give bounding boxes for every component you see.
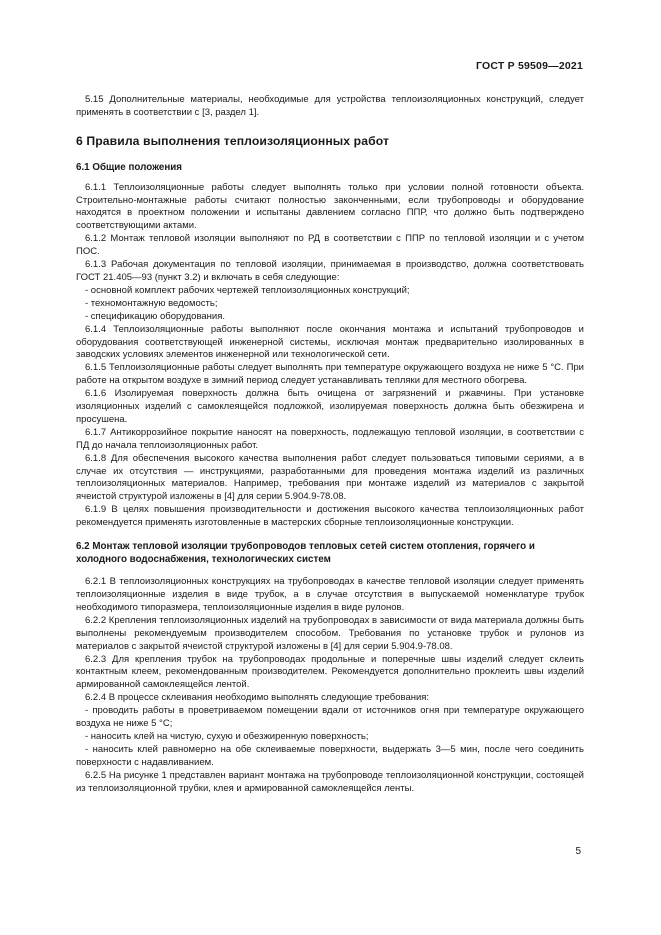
paragraph-6-2-5: 6.2.5 На рисунке 1 представлен вариант монтажа на трубопроводе теплоизоляционной конструкции, состоящей из теплоизоляционной трубки, клея и армированной самоклеящейся ленты. [76, 769, 584, 794]
section-6-title: 6 Правила выполнения теплоизоляционных работ [76, 133, 390, 148]
paragraph-6-1-7: 6.1.7 Антикоррозийное покрытие наносят на поверхность, подлежащую тепловой изоляции, в соответствии с ПД до начала теплоизоляционных работ. [76, 426, 584, 451]
page-number: 5 [575, 846, 581, 857]
list-item: - наносить клей равномерно на обе склеиваемые поверхности, выдержать 3—5 мин, после чего соединить поверхности с надавливанием. [76, 743, 584, 768]
paragraph-6-2-2: 6.2.2 Крепления теплоизоляционных изделий на трубопроводах в зависимости от вида материала должны быть выполнены рекомендуемым производителем способом. Требования по установке трубок и рулонов из материалов с закрытой ячеистой структурой изложены в [4] для серии 5.904.9-78.08. [76, 614, 584, 652]
paragraph-6-1-4: 6.1.4 Теплоизоляционные работы выполняют после окончания монтажа и испытаний трубопроводов и оборудования соответствующей инженерной системы, исключая монтаж предварительно изолированных в заводских условиях элементов инженерной или технологической сети. [76, 323, 584, 361]
paragraph-6-1-5: 6.1.5 Теплоизоляционные работы следует выполнять при температуре окружающего воздуха не ниже 5 °C. При работе на открытом воздухе в зимний период следует устанавливать тепляки для местного обогрева. [76, 362, 584, 387]
document-code-header: ГОСТ Р 59509—2021 [475, 60, 583, 72]
paragraph-6-2-3: 6.2.3 Для крепления трубок на трубопроводах продольные и поперечные швы изделий следует склеить контактным клеем, рекомендованным производителем. Рекомендуется дополнительно проклеить швы изделий армированной самоклеящейся лентой. [76, 653, 584, 691]
list-item: - техномонтажную ведомость; [85, 297, 218, 309]
paragraph-5-15: 5.15 Дополнительные материалы, необходимые для устройства теплоизоляционных конструкций, следует применять в соответствии с [3, раздел 1]. [76, 94, 584, 118]
list-item: - наносить клей на чистую, сухую и обезжиренную поверхность; [85, 730, 369, 742]
paragraph-6-1-6: 6.1.6 Изолируемая поверхность должна быть очищена от загрязнений и ржавчины. При установке изоляционных изделий с самоклеящейся подложкой, изолируемая поверхность должна быть обезжирена и просушена. [76, 388, 584, 425]
document-body [76, 94, 584, 796]
paragraph-6-1-1: 6.1.1 Теплоизоляционные работы следует выполнять только при условии полной готовности объекта. Строительно-монтажные работы считают полностью законченными, если трубопроводы и оборудование находятся в проектном положении и испытаны давлением согласно ППР, что должно быть подтверждено соответствующими актами. [76, 181, 584, 232]
paragraph-6-1-9: 6.1.9 В целях повышения производительности и достижения высокого качества теплоизоляционных работ рекомендуется применять изготовленные в мастерских сборные теплоизоляционные конструкции. [76, 504, 584, 529]
paragraph-6-2-4: 6.2.4 В процессе склеивания необходимо выполнять следующие требования: [85, 692, 430, 704]
paragraph-6-2-1: 6.2.1 В теплоизоляционных конструкциях на трубопроводах в качестве тепловой изоляции следует применять теплоизоляционные изделия в виде трубок, а в случае отсутствия в выпускаемой номенклатуре трубок необходимого типоразмера, теплоизоляционные изделия в виде рулонов. [76, 576, 584, 613]
paragraph-6-1-2: 6.1.2 Монтаж тепловой изоляции выполняют по РД в соответствии с ППР по тепловой изоляции и с учетом ПОС. [76, 233, 584, 258]
subsection-6-2-title: 6.2 Монтаж тепловой изоляции трубопроводов тепловых сетей систем отопления, горячего и холодного водоснабжения, технологических систем [76, 541, 535, 566]
list-item: - основной комплект рабочих чертежей теплоизоляционных конструкций; [85, 284, 410, 296]
list-item: - проводить работы в проветриваемом помещении вдали от источников огня при температуре окружающего воздуха не ниже 5 °C; [76, 705, 584, 730]
paragraph-6-1-8: 6.1.8 Для обеспечения высокого качества выполнения работ следует пользоваться типовыми сериями, а в случае их отсутствия — инструкциями, разработанными для проведения монтажа изделий из различных теплоизоляционных материалов. Например, требования при монтаже изделий из материалов с закрытой ячеистой структурой изложены в [4] для серии 5.904.9-78.08. [76, 452, 584, 503]
subsection-6-1-title: 6.1 Общие положения [76, 161, 183, 173]
list-item: - спецификацию оборудования. [85, 310, 226, 322]
paragraph-6-1-3: 6.1.3 Рабочая документация по тепловой изоляции, принимаемая в производство, должна соответствовать ГОСТ 21.405—93 (пункт 3.2) и включать в себя следующие: [76, 259, 584, 283]
